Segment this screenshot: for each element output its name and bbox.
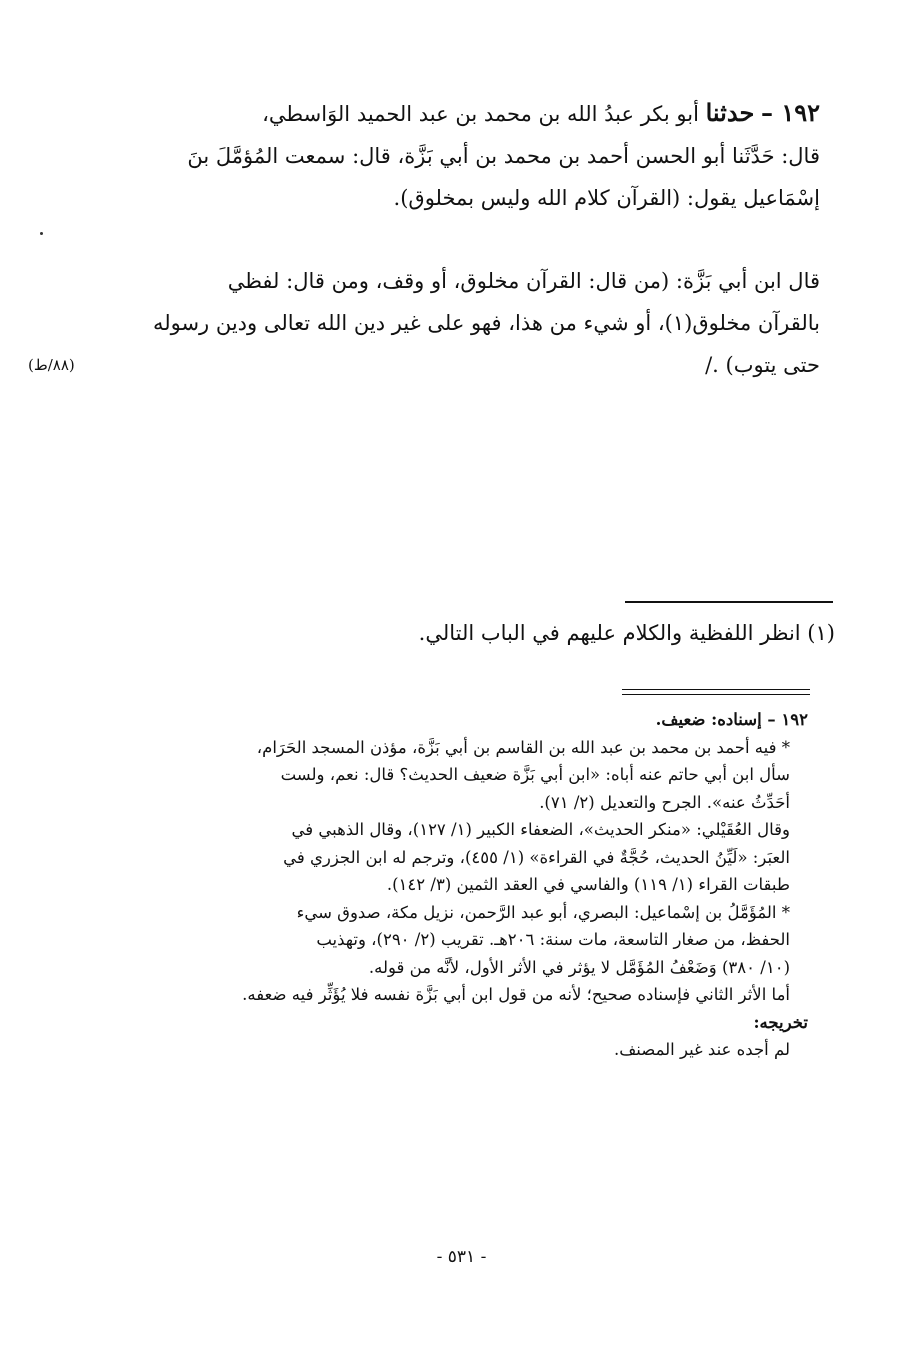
notes-line-1: * فيه أحمد بن محمد بن عبد الله بن القاسم بن أبي بَزَّة، مؤذن المسجد الحَرَام، <box>256 737 790 757</box>
notes-separator-top <box>622 689 810 690</box>
haddathana-word: حدثنا <box>705 98 755 127</box>
notes-heading: ١٩٢ – إسناده: ضعيف. <box>655 710 808 729</box>
hadith-line-2: قال: حَدَّثَنا أبو الحسن أحمد بن محمد بن أبي بَزَّة، قال: سمعت المُؤمَّلَ بنَ <box>187 144 820 168</box>
takhrij-text: لم أجده عند غير المصنف. <box>613 1040 790 1059</box>
notes-separator-bottom <box>622 694 810 695</box>
notes-line-10: أما الأثر الثاني فإسناده صحيح؛ لأنه من قول ابن أبي بَزَّة نفسه فلا يُؤَثِّر فيه ضعفه. <box>242 985 790 1004</box>
hadith-line-1-text: أبو بكر عبدُ الله بن محمد بن عبد الحميد الوَاسطي، <box>262 102 699 126</box>
notes-line-8: الحفظ، من صغار التاسعة، مات سنة: ٢٠٦هـ. تقريب (٢/ ٢٩٠)، وتهذيب <box>316 930 790 949</box>
notes-line-3: أحَدِّثُ عنه». الجرح والتعديل (٢/ ٧١). <box>539 792 790 812</box>
footnote-separator <box>625 601 833 603</box>
hadith-paragraph-2 <box>130 260 820 386</box>
takhrij-heading: تخريجه: <box>753 1012 808 1032</box>
margin-marker: (٨٨/ط) <box>28 356 75 374</box>
notes-line-6: طبقات القراء (١/ ١١٩) والفاسي في العقد الثمين (٣/ ١٤٢). <box>386 875 790 894</box>
hadith-number: ١٩٢ – <box>760 98 820 127</box>
notes-line-5: العبَر: «لَيِّنُ الحديث، حُجَّةٌ في القراءة» (١/ ٤٥٥)، وترجم له ابن الجزري في <box>283 847 790 867</box>
hadith-line-3: إسْمَاعيل يقول: (القرآن كلام الله وليس بمخلوق). <box>393 186 820 210</box>
stray-dot <box>40 232 43 235</box>
hadith-line-1 <box>130 92 820 135</box>
footnote-1: (١) انظر اللفظية والكلام عليهم في الباب التالي. <box>418 621 835 645</box>
hadith-para2-line-1: قال ابن أبي بَزَّة: (من قال: القرآن مخلوق، أو وقف، ومن قال: لفظي <box>227 269 820 293</box>
notes-line-2: سأل ابن أبي حاتم عنه أباه: «ابن أبي بَزَّة ضعيف الحديث؟ قال: نعم، ولست <box>280 765 790 784</box>
hadith-paragraph-1 <box>130 92 820 219</box>
page-number: - ٥٣١ - <box>436 1247 487 1267</box>
notes-line-7: * المُؤَمَّلُ بن إسْماعيل: البصري، أبو عبد الرَّحمن، نزيل مكة، صدوق سيء <box>296 902 790 922</box>
hadith-para2-line-2: بالقرآن مخلوق(١)، أو شيء من هذا، فهو على غير دين الله تعالى ودين رسوله <box>152 311 820 335</box>
hadith-para2-line-3: حتى يتوب) ./ <box>705 353 820 377</box>
commentary-notes <box>140 706 808 1064</box>
notes-line-9: (١٠/ ٣٨٠) وَضَعْفُ المُؤَمَّل لا يؤثر في الأثر الأول، لأنَّه من قوله. <box>368 957 790 977</box>
notes-line-4: وقال العُقَيْلي: «منكر الحديث»، الضعفاء الكبير (١/ ١٢٧)، وقال الذهبي في <box>291 820 790 839</box>
